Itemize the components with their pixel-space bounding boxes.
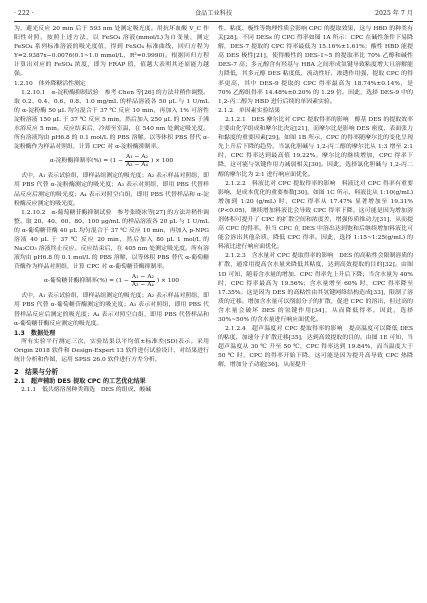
section-heading: 1.2.10 体外降糖活性测定 [14,80,86,87]
header-rule [14,21,413,22]
paragraph: 1.2.10.2 α-葡萄糖苷酶抑制试验 参考张晓冰等[27] 的方法并稍作调整。取 20、40、60、80、100 μg/mL 的样品溶液各 20 μL 与 1 U/mL 的 α-葡萄糖苷酶 40 μL 均匀混合于 37 ℃ 反应 10 min，再加入 p-NPG 溶液 40 μL 于 37 ℃ 反应 20 min，然后加入 80 μL 1 mol/L 的 Na₂CO₃ 溶液终止反应。反应结束后，在 405 nm 处测定吸光度。所有溶液均由 pH6.8 的 0.1 mol/L 的 PBS 溶解，以等体积 PBS 替代 α-葡萄糖苷酶作为样品对照组，计算 CPC 对 α-葡萄糖苷酶抑制率。 [14,209,209,271]
equation-close: ) × 100 [156,278,180,285]
section-heading: 1.3 数据处理 [14,329,56,337]
fraction-numerator: A₁ − A₂ [126,154,148,161]
fraction-numerator: A₁ − A₂ [131,274,154,281]
fraction-denominator: A₃ − A₄ [126,162,148,169]
paragraph: 1.2.10.1 α-淀粉酶抑制试验 参考 Chen 等[26] 的方法并稍作调整。取 0.2、0.4、0.6、0.8、1.0 mg/mL 的样品溶液各 50 μL 与 1 U/mL 的 α-淀粉酶 50 μL 均匀混合于 37 ℃ 反应 10 min，再加入 1% 可溶性淀粉溶液 150 μL 于 37 ℃ 反应 5 min，然后加入 250 μL 的 DNS 于沸水浴反应 5 min。反应结束后，冷却至室温，在 540 nm 处测定吸光度。所有溶液均由 pH6.8 的 0.1 mol/L 的 PBS 溶解。以等体积 PBS 替代 α-淀粉酶作为样品对照组，计算 CPC 对 α-淀粉酶抑制率。 [14,89,209,151]
section-heading: 2.1.2 单因素实验结果 [218,107,281,114]
paragraph: 所有实验平行测定三次，实验结果以平均值±标准差(SD)表示。采用 Origin 2018 软件和 Design-Expert 13 软件进行试验设计、对结果进行统计分析和作图，运用 SPSS 26.0 软件进行方差分析。 [14,339,209,364]
equation-fraction [131,274,155,289]
equation-glucosidase [14,274,209,289]
equation-open: (1 − [116,278,129,285]
section-heading: 2 结果与分析 [14,367,59,376]
equation-label: α-葡萄糖苷酶抑制率(%) = [43,278,115,285]
running-header [14,8,413,20]
paragraph: 式中，A₁ 表示试验组，即样品组测定的吸光度；A₂ 表示样品对照组，即用 PBS 代替 α-淀粉酶测定的吸光度；A₃ 表示对照组，即用 PBS 代替样品反应后测定的吸光度；A₄ 表示对照空白组，即用 PBS 代替样品和 α-淀粉酶反应测定的吸光度。 [14,173,209,207]
paragraph: 2.1.1 低共熔溶剂种类筛选 DES 的组成、酸碱 [21,387,152,393]
equation-label: α-淀粉酶抑制率(%) = [49,158,109,165]
paragraph: 2.1.2.1 DES 摩尔比对 CPC 提取得率的影响 醇基 DES 的提取效率主要由化学组成和摩尔比决定[21]，而摩尔比是影响 DES 密度、表面张力和黏度的重要因素[29]。如图 1B 所示，CPC 的得率随摩尔比的变化呈现先上升后下降的趋势。当氯化胆碱与 1,2-丙二醇的摩尔比从 1:3 增至 2:1 时，CPC 得率达到最高值 19.22%。摩尔比的继续增加，CPC 得率下降，这可能与氢键作用力减弱相关[30]。因此，选择氯化胆碱与 1,2-丙二醇的摩尔比为 2:1 进行响应面优化。 [218,116,413,178]
fraction-denominator: A₃ − A₄ [131,282,154,289]
right-column [218,25,413,597]
paragraph: 2.1.2.4 超声温度对 CPC 提取得率的影响 提高温度可以降低 DES 的粘度，加速分子扩散迁移[35]，达到高效提取的目的。由图 1E 可知，当超声温度从 30 ℃ 升至 50 ℃，CPC 得率达到 19.84%，而当温度大于 50 ℃ 时，CPC 的得率开始下降。这可能是因为提升高导致 CPC 热降解，增加分子动能[36]，从而提升 [218,326,413,369]
left-column [14,25,209,597]
paragraph: 2.1.2.2 料液比对 CPC 提取得率的影响 料液比对 CPC 得率有重要影响，是成本优化的重要参数[30]。如图 1C 所示，料液比从 1:10(g/mL) 增加到 1:20 (g/mL) 时，CPC 得率从 17.47% 显著增加至 19.31% (P<0.05)，继续增加料液比会导致 CPC 得率下降。这可能是因为增加溶剂体积可提升了 CPC 的扩散空间和浓度差，增强传质推动力[31]，从而提高 CPC 的得率。但当 CPC 在 DES 中溶出达到饱和后继续增加料液比可能会溶出其他杂质，降低 CPC 得率。因此，选择 1:15~1:25(g/mL) 的料液比进行响应面优化。 [218,180,413,251]
paragraph: 性、粘度、极性等物理性质会影响 CPC 的提取效果，这与 HBD 的种类有关[28]。不同 DESs 的 CPC 得率如图 1A 所示：CPC 在碱性条件下易降解，DES-7 提取的 CPC 得率最低为 15.16%±1.61%；酸性 HBD 能提高 DES 极性[21]，使得酸性的 DES-1~5 的提取率比 70% 乙醇和碱性 DES-7 高；多元醇含有羟基与 HBA 之间形成氢键导致粘度增大且溶解能力降低，其多元醇 DES 粘度低、流动性好、渗透作用强，提取 CPC 的得率更高，其中 DES-9 提取的 CPC 得率最高为 18.74%±0.14%，是 70% 乙醇组得率 14.48%±0.20% 的 1.29 倍。因此，选择 DES-9 中的 1,2-丙二醇为 HBD 进行后续的单因素实验。 [218,26,413,105]
equation-fraction [125,154,149,169]
paragraph: 2.1.2.3 含水量对 CPC 提取得率的影响 DES 的高粘性会限制溶质的扩散，通常用提高含水量来降低其粘度，达到高效提取的目的[32]。由图 1D 可知，随着含水量的增加，CPC 得率先上升后下降；当含水量为 40% 时，CPC 得率最高为 19.56%；含水量增至 60% 时，CPC 得率降至 17.35%。这是因为 DES 的高粘性由其氢键网络结构造成[33]，限制了溶质的迁移。增加含水量可以削弱分子的扩散，促进 CPC 的溶出，但过高的含水量会破坏 DES 的氢键作用[34]，从而降低得率。因此，选择 30%~50% 的含水量进行响应面优化。 [218,253,413,323]
equation-open: (1 − [110,158,124,165]
paragraph: 为，避光反应 20 min 后于 593 nm 处测定吸光度。用抗坏血酸 V_C 作阳性对照。按照上述方法，以 FeSO₄ 溶液(mmol/L)为自变量，测定 FeSO₄ 系列标准溶液的吸光度值，得到 FeSO₄ 标准曲线，回归方程为 Y=2.9387x−0.0076(0.1~1.0 mmol/L，R²=0.9990)。根据回归方程计算出对应的 FeSO₄ 浓度，即为 FRAP 值，值越大表明其还原能力越强。 [14,26,209,78]
equation-amylase [14,154,209,169]
journal-name: 食品工业科技 [194,10,233,17]
issue-date: 2025 年 7 月 [375,10,413,17]
section-heading: 2.1 超声辅助 DES 提取 CPC 的工艺优化结果 [14,377,146,385]
equation-close: ) × 100 [150,158,174,165]
paragraph: 式中，A₁ 表示试验组，即样品组测定的吸光度；A₂ 表示样品对照组，即用 PBS 代替 α-葡萄糖苷酶测定的吸光度；A₃ 表示对照组，即用 PBS 代替样品反应后测定的吸光度；A₄ 表示对照空白组，即用 PBS 代替样品和 α-葡萄糖苷酶反应测定的吸光度。 [14,293,209,327]
page-number: · 222 · [14,10,34,17]
